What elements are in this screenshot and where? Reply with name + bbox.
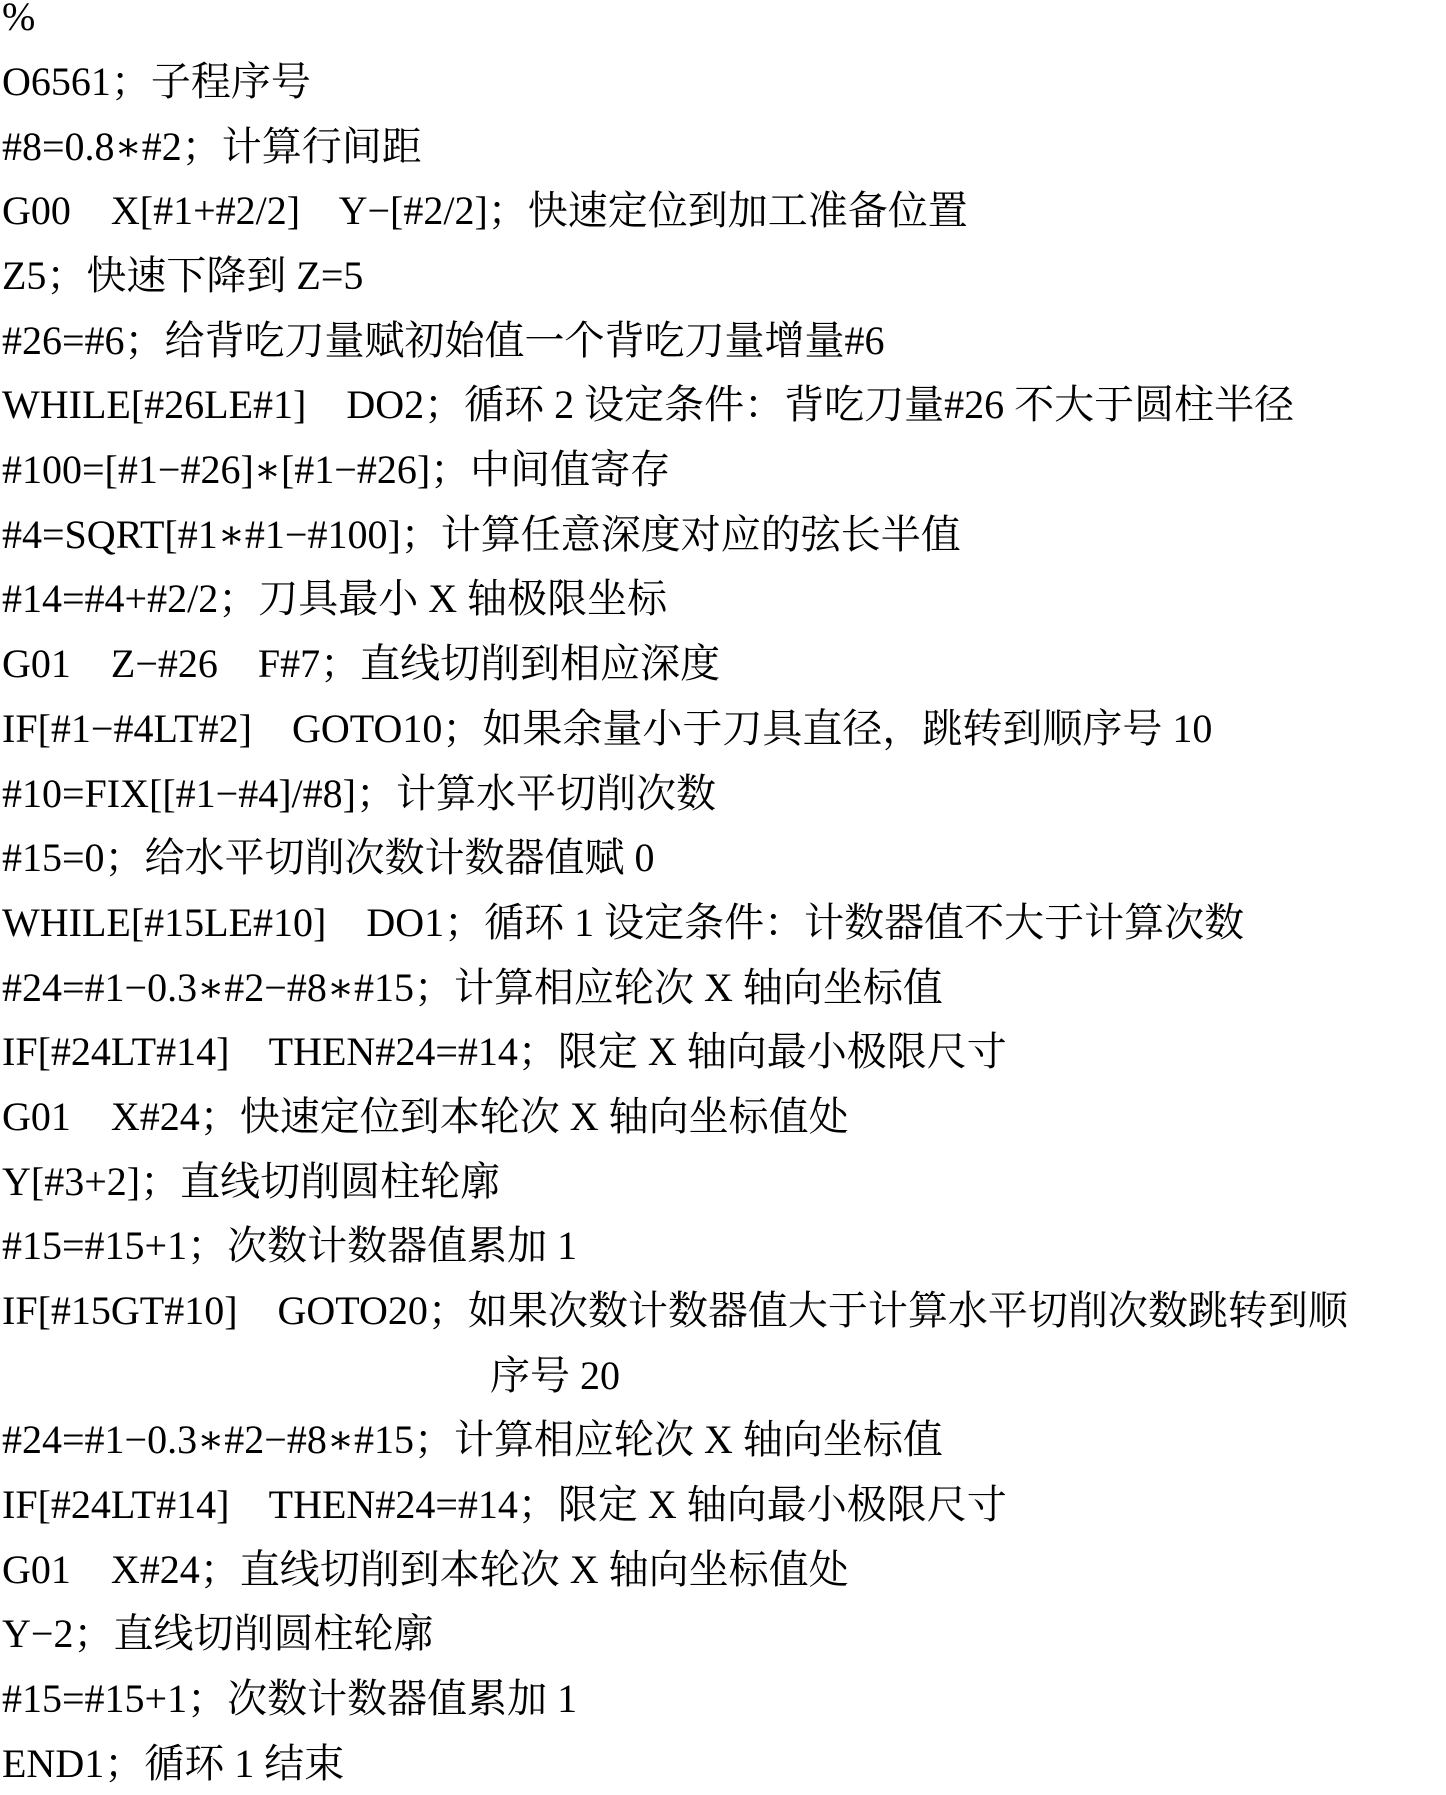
- code-line: G00 X[#1+#2/2] Y−[#2/2]；快速定位到加工准备位置: [2, 188, 968, 233]
- code-line: IF[#24LT#14] THEN#24=#14；限定 X 轴向最小极限尺寸: [2, 1029, 1007, 1074]
- code-line: #24=#1−0.3∗#2−#8∗#15；计算相应轮次 X 轴向坐标值: [2, 965, 943, 1010]
- code-line: O6561；子程序号: [2, 59, 311, 104]
- code-line: #8=0.8∗#2；计算行间距: [2, 124, 422, 169]
- code-line: Z5；快速下降到 Z=5: [2, 253, 364, 298]
- code-line: IF[#15GT#10] GOTO20；如果次数计数器值大于计算水平切削次数跳转到顺: [2, 1288, 1348, 1333]
- code-line: Y−2；直线切削圆柱轮廓: [2, 1611, 434, 1656]
- code-line: %: [2, 0, 36, 39]
- code-line: #15=0；给水平切削次数计数器值赋 0: [2, 835, 655, 880]
- code-line: #15=#15+1；次数计数器值累加 1: [2, 1223, 578, 1268]
- code-line: #10=FIX[[#1−#4]/#8]；计算水平切削次数: [2, 771, 716, 816]
- code-line: WHILE[#15LE#10] DO1；循环 1 设定条件：计数器值不大于计算次数: [2, 900, 1245, 945]
- code-line: IF[#1−#4LT#2] GOTO10；如果余量小于刀具直径，跳转到顺序号 10: [2, 706, 1213, 751]
- code-line-continuation: 序号 20: [490, 1353, 620, 1398]
- code-line: #14=#4+#2/2；刀具最小 X 轴极限坐标: [2, 576, 668, 621]
- code-line: #26=#6；给背吃刀量赋初始值一个背吃刀量增量#6: [2, 318, 885, 363]
- code-line: END1；循环 1 结束: [2, 1741, 345, 1786]
- code-line: WHILE[#26LE#1] DO2；循环 2 设定条件：背吃刀量#26 不大于圆柱半径: [2, 382, 1295, 427]
- code-line: Y[#3+2]；直线切削圆柱轮廓: [2, 1159, 501, 1204]
- code-line: #15=#15+1；次数计数器值累加 1: [2, 1676, 578, 1721]
- code-line: G01 X#24；快速定位到本轮次 X 轴向坐标值处: [2, 1094, 849, 1139]
- code-line: G01 X#24；直线切削到本轮次 X 轴向坐标值处: [2, 1547, 849, 1592]
- code-line: #24=#1−0.3∗#2−#8∗#15；计算相应轮次 X 轴向坐标值: [2, 1417, 943, 1462]
- code-line: IF[#24LT#14] THEN#24=#14；限定 X 轴向最小极限尺寸: [2, 1482, 1007, 1527]
- code-line: #4=SQRT[#1∗#1−#100]；计算任意深度对应的弦长半值: [2, 512, 961, 557]
- code-line: G01 Z−#26 F#7；直线切削到相应深度: [2, 641, 721, 686]
- code-line: #100=[#1−#26]∗[#1−#26]；中间值寄存: [2, 447, 671, 492]
